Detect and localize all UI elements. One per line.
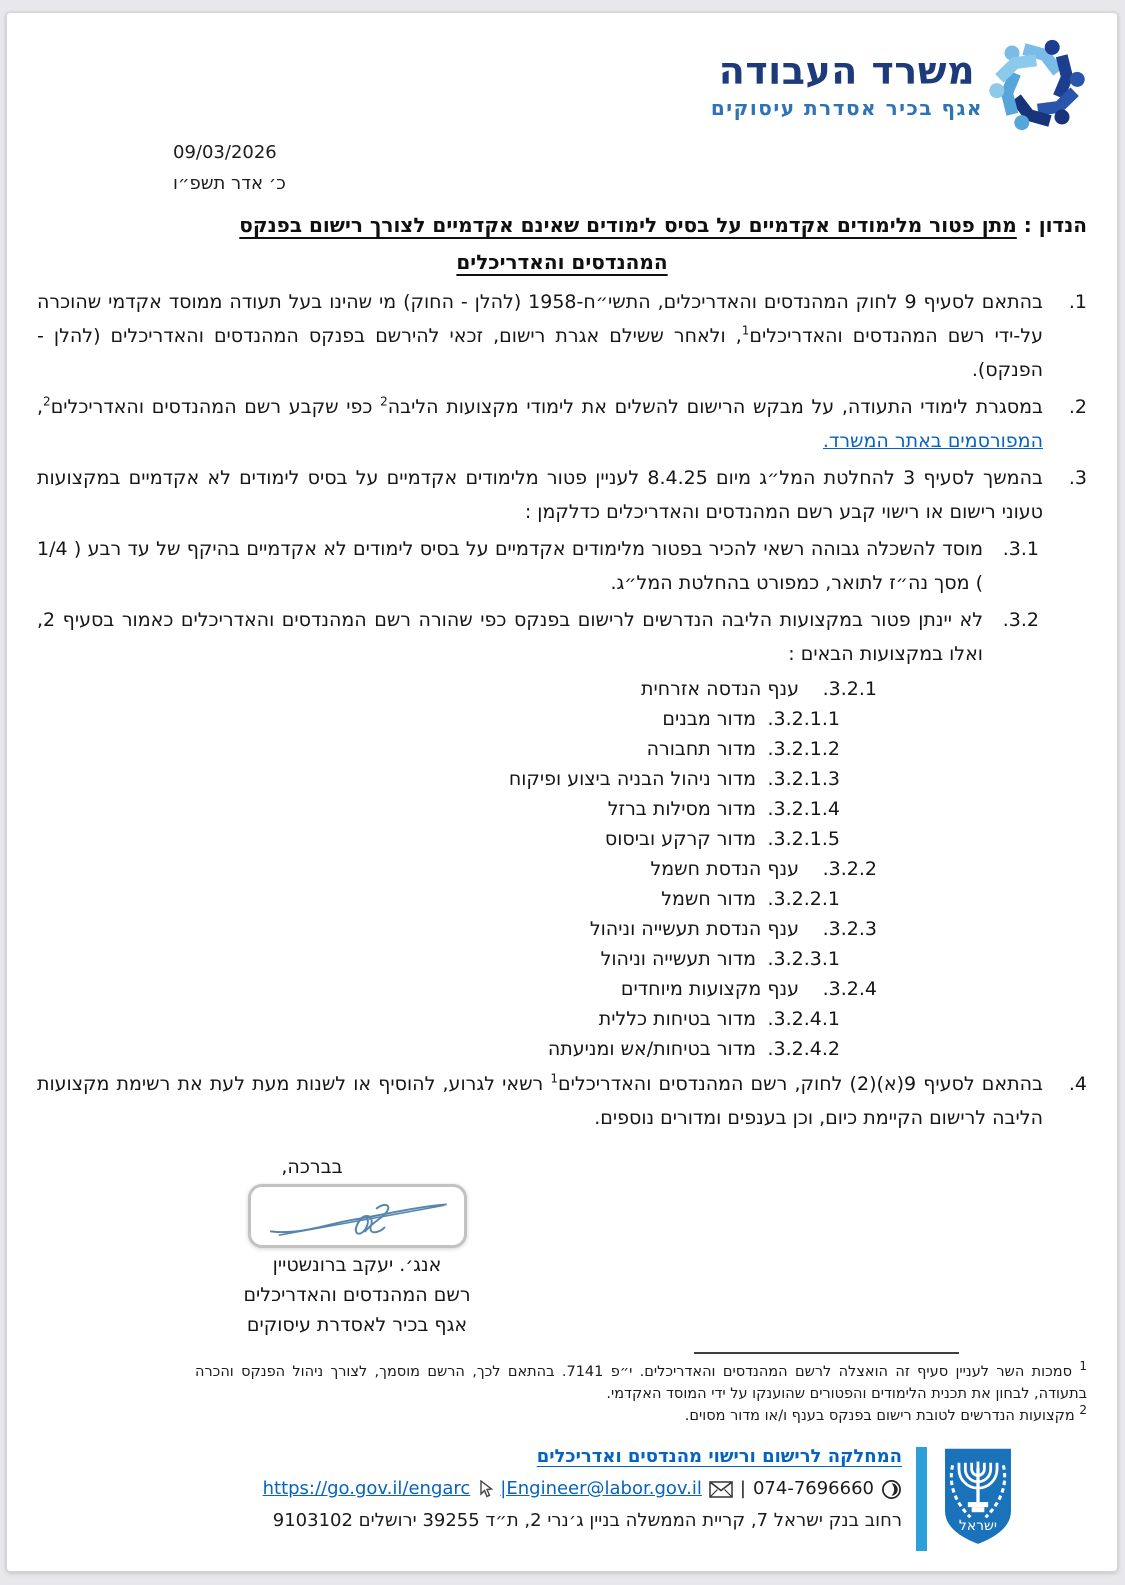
item-text <box>37 390 1043 458</box>
footnote-marker: 1 <box>1079 1359 1087 1374</box>
item-text <box>37 1067 1043 1135</box>
subject-title-line2: המהנדסים והאדריכלים <box>456 250 668 274</box>
list-item-2 <box>37 390 1087 458</box>
israel-state-emblem <box>939 1445 1017 1549</box>
item-text: בהמשך לסעיף 3 להחלטת המל״ג מיום 8.4.25 לעניין פטור מלימודים אקדמיים על בסיס לימודים לא אקדמיים במקצועות טעוני רישום או רישוי קבע רשם המהנדסים והאדריכלים כדלקמן : <box>37 467 1043 523</box>
subject <box>37 207 1087 281</box>
phone-icon <box>881 1479 902 1500</box>
footnote-ref-2: 2 <box>43 394 51 409</box>
list-item-3-2-3-1 <box>37 944 840 974</box>
item-text-part: , ולאחר ששילם אגרת רישום, זכאי להירשם בפנקס המהנדסים והאדריכלים (להלן - הפנקס). <box>37 325 1043 381</box>
footnote-2 <box>195 1405 1087 1427</box>
list-item-3-2-1-5 <box>37 824 840 854</box>
letter-page <box>6 12 1118 1572</box>
ministry-site-link[interactable]: המפורסמים באתר המשרד. <box>822 430 1043 452</box>
handwritten-signature <box>260 1191 455 1241</box>
phone-number: 074-7696660 <box>752 1478 874 1499</box>
list-item-3-2-4 <box>37 974 877 1004</box>
item-text: לא יינתן פטור במקצועות הליבה הנדרשים לרישום בפנקס כפי שהורה רשם המהנדסים והאדריכלים כאמור בסעיף 2, ואלו במקצועות הבאים : <box>37 609 983 665</box>
signer-role: רשם המהנדסים והאדריכלים <box>243 1284 471 1306</box>
page-footer <box>37 1441 1087 1551</box>
list-item-4 <box>37 1067 1087 1135</box>
item-number: 3.2.2.1. <box>767 888 840 910</box>
item-number: 3.2.4.1. <box>767 1008 840 1030</box>
list-item-3-1 <box>37 532 1039 600</box>
list-item-3-2-1-3 <box>37 764 840 794</box>
letterhead <box>37 13 1087 135</box>
footnote-ref-1: 1 <box>550 1071 559 1086</box>
item-text: ענף הנדסה אזרחית <box>640 678 799 700</box>
list-item-3-2 <box>37 603 1039 671</box>
item-text: מדור בטיחות כללית <box>598 1008 756 1030</box>
item-text-part: , <box>37 396 44 418</box>
list-item-3-2-1-4 <box>37 794 840 824</box>
list-item-3 <box>37 461 1087 529</box>
item-number: 3.2.1.3. <box>767 768 840 790</box>
item-number: 1. <box>1068 291 1087 313</box>
footnote-separator <box>694 1352 959 1354</box>
list-item-3-2-4-1 <box>37 1004 840 1034</box>
item-text-part: במסגרת לימודי התעודה, על מבקש הרישום להשלים את לימודי מקצועות הליבה <box>387 396 1043 418</box>
list-item-3-2-1-2 <box>37 734 840 764</box>
item-text-part: רשאי לגרוע, להוסיף או לשנות מעת לעת את רשימת מקצועות הליבה לרישום הקיימת כיום, וכן בענפים ומדורים נוספים. <box>37 1073 1043 1129</box>
item-number: 2. <box>1068 396 1087 418</box>
date-block <box>37 137 1087 199</box>
ministry-logo-icon <box>987 35 1087 135</box>
ministry-logo-text <box>705 50 983 120</box>
footnote-ref-2: 2 <box>380 394 388 409</box>
signer-division: אגף בכיר לאסדרת עיסוקים <box>246 1314 468 1336</box>
list-item-3-2-4-2 <box>37 1034 840 1064</box>
item-number: 3.1. <box>1002 538 1039 560</box>
item-text-part: בהתאם לסעיף 9(א)(2) לחוק, רשם המהנדסים והאדריכלים <box>558 1073 1044 1095</box>
date-gregorian: 09/03/2026 <box>173 142 277 163</box>
footer-contact-block <box>263 1441 902 1537</box>
postal-address: רחוב בנק ישראל 7, קריית הממשלה בניין ג׳נרי 2, ת״ד 39255 ירושלים 9103102 <box>272 1510 902 1531</box>
separator-pipe: | <box>739 1478 746 1499</box>
item-number: 3.2.3.1. <box>767 948 840 970</box>
email-icon <box>709 1481 733 1498</box>
item-text: מדור בטיחות/אש ומניעתה <box>547 1038 756 1060</box>
division-name: אגף בכיר אסדרת עיסוקים <box>710 95 983 120</box>
email-link[interactable]: |Engineer@labor.gov.il <box>500 1478 702 1499</box>
department-link[interactable]: המחלקה לרישום ורישוי מהנדסים ואדריכלים <box>536 1446 902 1467</box>
list-item-3-2-2-1 <box>37 884 840 914</box>
subject-prefix: הנדון : <box>1016 213 1087 237</box>
item-text <box>37 285 1043 387</box>
signer-name: אנג׳. יעקב ברונשטיין <box>272 1254 442 1276</box>
item-number: 3.2.1.2. <box>767 738 840 760</box>
list-item-3-2-2 <box>37 854 877 884</box>
item-text: מוסד להשכלה גבוהה רשאי להכיר בפטור מלימודים אקדמיים על בסיס לימודים לא אקדמיים בהיקף של עד רבע ( 1/4 ) מסך נה״ז לתואר, כמפורט בהחלטת המל״ג. <box>37 538 983 594</box>
footnote-ref-1: 1 <box>741 323 750 338</box>
date-hebrew: כ׳ אדר תשפ״ו <box>173 173 286 194</box>
footnote-text: מקצועות הנדרשים לטובת רישום בפנקס בענף ו/או מדור מסוים. <box>684 1408 1080 1424</box>
item-number: 3.2.1.1. <box>767 708 840 730</box>
footnote-text: סמכות השר לעניין סעיף זה הואצלה לרשם המהנדסים והאדריכלים. י״פ 7141. בהתאם לכך, הרשם מוסמך, לצורך ניהול הפנקס והכרה בתעודה, לבחון את תכנית הלימודים והפטורים שהוענקו על ידי המוסד האקדמי. <box>195 1364 1087 1402</box>
footer-divider-bar <box>916 1447 927 1551</box>
list-item-3-2-1-1 <box>37 704 840 734</box>
svg-text:ישראל: ישראל <box>958 1517 998 1534</box>
footnotes <box>37 1352 1087 1427</box>
item-number: 3.2.1. <box>822 678 877 700</box>
item-text: ענף הנדסת תעשייה וניהול <box>589 918 799 940</box>
cursor-icon <box>477 1480 493 1499</box>
item-text: ענף מקצועות מיוחדים <box>620 978 799 1000</box>
item-text: מדור קרקע וביסוס <box>604 828 756 850</box>
list-item-3-2-3 <box>37 914 877 944</box>
item-number: 3.2.4.2. <box>767 1038 840 1060</box>
subject-title-line1: מתן פטור מלימודים אקדמיים על בסיס לימודים שאינם אקדמיים לצורך רישום בפנקס <box>239 213 1017 237</box>
ministry-name: משרד העבודה <box>718 49 976 94</box>
item-number: 4. <box>1068 1073 1087 1095</box>
item-number: 3.2.1.4. <box>767 798 840 820</box>
item-number: 3.2. <box>1002 609 1039 631</box>
list-item-3-2-1 <box>37 674 877 704</box>
item-text-part: בהתאם לסעיף 9 לחוק המהנדסים והאדריכלים, התשי״ח-1958 (להלן - החוק) מי שהינו בעל תעודה ממוסד אקדמי שהוכרה על-ידי רשם המהנדסים והאדריכלים <box>37 291 1043 347</box>
item-text: מדור ניהול הבניה ביצוע ופיקוח <box>508 768 756 790</box>
item-text: מדור חשמל <box>661 888 756 910</box>
item-number: 3.2.4. <box>822 978 877 1000</box>
footnote-marker: 2 <box>1079 1403 1087 1418</box>
item-text-part: כפי שקבע רשם המהנדסים והאדריכלים <box>50 396 381 418</box>
item-number: 3.2.3. <box>822 918 877 940</box>
item-text: מדור מסילות ברזל <box>607 798 756 820</box>
item-number: 3.2.2. <box>822 858 877 880</box>
item-text: מדור תחבורה <box>646 738 756 760</box>
signature-stamp-box <box>248 1184 467 1248</box>
closing-salutation: בברכה, <box>281 1156 343 1178</box>
signature-block <box>207 1153 507 1340</box>
body <box>37 285 1087 1135</box>
item-number: 3.2.1.5. <box>767 828 840 850</box>
item-text: ענף הנדסת חשמל <box>650 858 799 880</box>
contact-line <box>263 1473 902 1505</box>
item-text: מדור תעשייה וניהול <box>600 948 756 970</box>
footnote-1 <box>195 1361 1087 1405</box>
website-link[interactable]: https://go.gov.il/engarc <box>262 1478 471 1499</box>
list-item-1 <box>37 285 1087 387</box>
item-number: 3. <box>1068 467 1087 489</box>
item-text: מדור מבנים <box>662 708 756 730</box>
